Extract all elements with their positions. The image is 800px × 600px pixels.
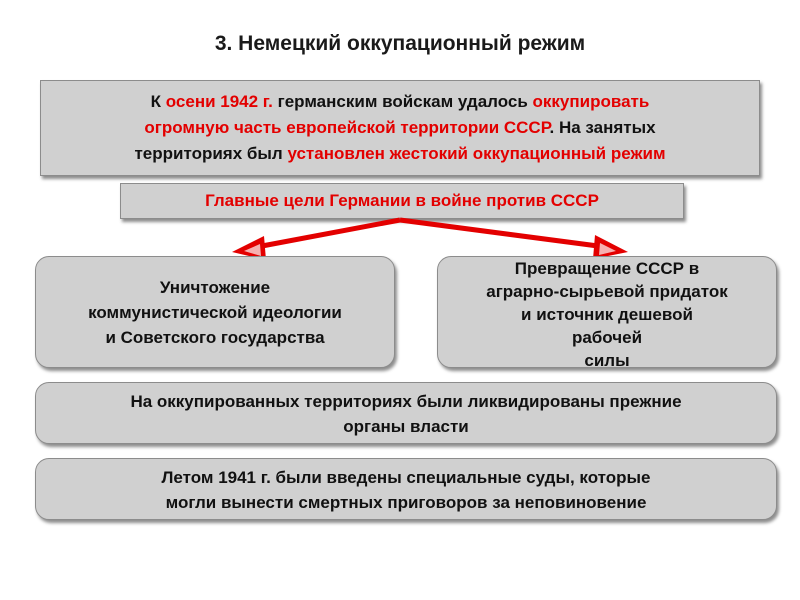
goal-line: аграрно-сырьевой придаток [486,282,728,301]
goal-line: и Советского государства [105,328,325,347]
intro-text: германским войскам удалось [272,92,533,111]
intro-highlight: установлен жестокий оккупационный режим [287,144,666,163]
intro-text: . На занятых [549,118,656,137]
intro-highlight: огромную часть европейской территории СССР [144,118,550,137]
intro-highlight: оккупировать [532,92,650,111]
goals-header-box: Главные цели Германии в войне против СССР [120,183,684,219]
slide-title: 3. Немецкий оккупационный режим [214,32,586,55]
fact-special-courts [35,458,777,520]
intro-text: территориях был [134,144,288,163]
intro-highlight: осени 1942 г. [165,92,273,111]
goal-line: Уничтожение [159,278,271,297]
goal-destroy-ideology [35,256,395,368]
goal-line: рабочей [571,328,643,347]
fact-liquidated-authorities [35,382,777,444]
goal-line: и источник дешевой [521,305,693,324]
fact-line: органы власти [343,417,469,436]
fact-line: На оккупированных территориях были ликвидированы прежние [130,392,682,411]
goal-raw-material-appendage [437,256,777,368]
fact-line: могли вынести смертных приговоров за неповиновение [165,493,647,512]
goal-line: коммунистической идеологии [88,303,342,322]
intro-text: К [150,92,166,111]
goal-line: силы [584,351,630,370]
goal-line: Превращение СССР в [514,259,700,278]
arrow-left-shaft [262,220,400,246]
arrow-right-shaft [400,220,598,246]
fact-line: Летом 1941 г. были введены специальные суды, которые [161,468,651,487]
